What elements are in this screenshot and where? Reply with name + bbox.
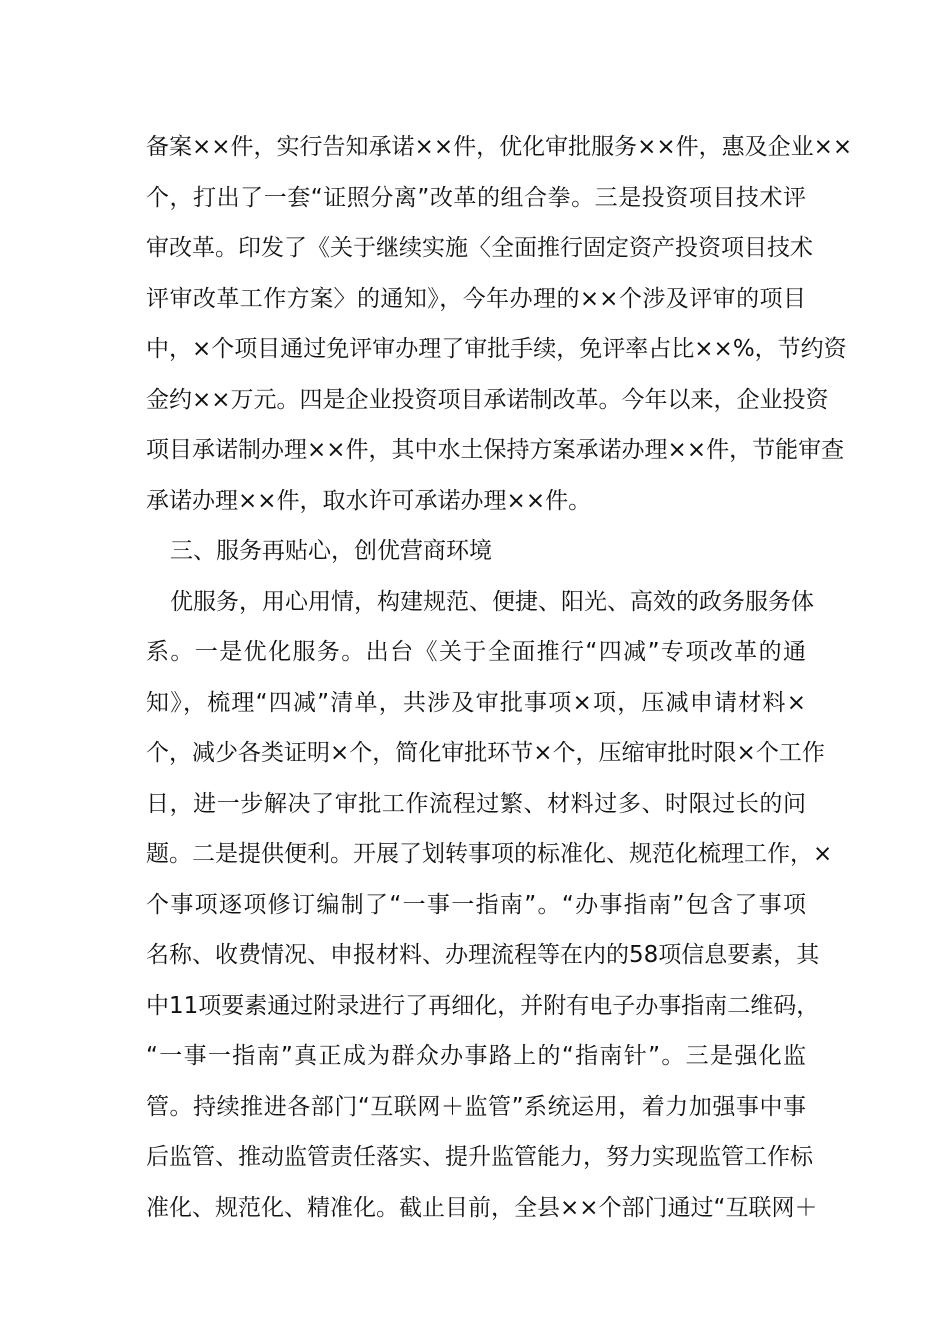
- paragraph-line: 个事项逐项修订编制了“一事一指南”。“办事指南”包含了事项: [146, 891, 806, 918]
- paragraph-line: 个，减少各类证明×个，简化审批环节×个，压缩审批时限×个工作: [146, 740, 825, 766]
- paragraph-line: “一事一指南”真正成为群众办事路上的“指南针”。三是强化监: [146, 1043, 806, 1069]
- paragraph-line: 知》，梳理“四减”清单，共涉及审批事项×项，压减申请材料×: [146, 689, 806, 716]
- paragraph-line: 日，进一步解决了审批工作流程过繁、材料过多、时限过长的问: [146, 790, 806, 817]
- paragraph-line: 准化、规范化、精准化。截止目前，全县××个部门通过“互联网＋: [146, 1194, 818, 1221]
- paragraph-line: 评审改革工作方案〉的通知》，今年办理的××个涉及评审的项目: [146, 285, 806, 312]
- paragraph-line: 备案××件，实行告知承诺××件，优化审批服务××件，惠及企业××: [146, 134, 853, 160]
- paragraph-line: 后监管、推动监管责任落实、提升监管能力，努力实现监管工作标: [146, 1144, 813, 1170]
- paragraph-line: 中11项要素通过附录进行了再细化，并附有电子办事指南二维码，: [146, 992, 820, 1019]
- paragraph-investment-reform: [146, 122, 853, 1233]
- paragraph-line: 优服务，用心用情，构建规范、便捷、阳光、高效的政务服务体: [170, 588, 814, 615]
- paragraph-line: 管。持续推进各部门“互联网＋监管”系统运用，着力加强事中事: [146, 1093, 806, 1120]
- paragraph-line: 个，打出了一套“证照分离”改革的组合拳。三是投资项目技术评: [146, 184, 806, 211]
- paragraph-line: 名称、收费情况、申报材料、办理流程等在内的58项信息要素，其: [146, 942, 820, 968]
- paragraph-line: 题。二是提供便利。开展了划转事项的标准化、规范化梳理工作，×: [146, 841, 833, 867]
- paragraph-line: 审改革。印发了《关于继续实施〈全面推行固定资产投资项目技术: [146, 235, 813, 261]
- paragraph-line: 中，×个项目通过免评审办理了审批手续，免评率占比××%，节约资: [146, 336, 847, 362]
- section-heading: 三、服务再贴心，创优营商环境: [170, 538, 492, 564]
- paragraph-line: 承诺办理××件，取水许可承诺办理××件。: [146, 487, 592, 514]
- paragraph-line: 金约××万元。四是企业投资项目承诺制改革。今年以来，企业投资: [146, 386, 829, 413]
- paragraph-line: 项目承诺制办理××件，其中水土保持方案承诺办理××件，节能审查: [146, 437, 845, 463]
- paragraph-line: 系。一是优化服务。出台《关于全面推行“四减”专项改革的通: [146, 639, 806, 665]
